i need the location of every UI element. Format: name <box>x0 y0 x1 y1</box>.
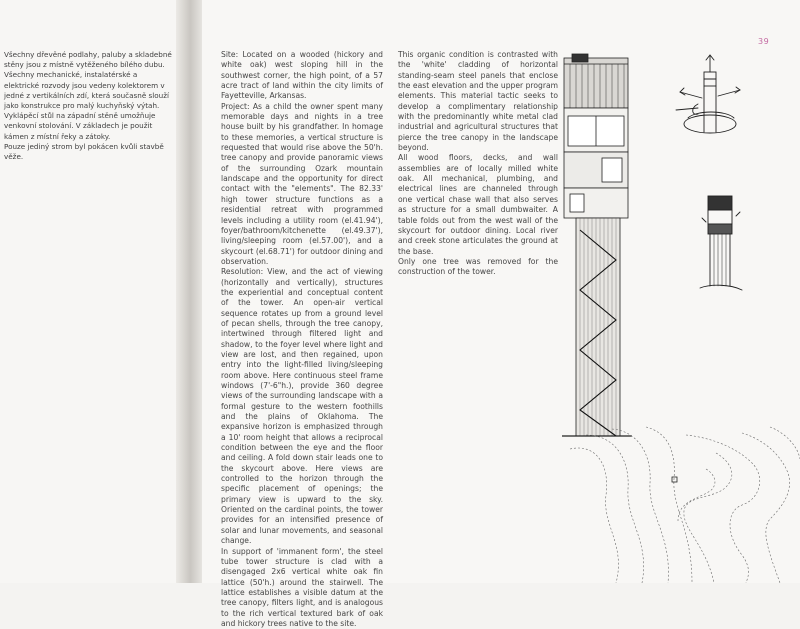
tower-elevation-drawing <box>562 50 632 440</box>
paragraph-cladding: This organic condition is contrasted with the 'white' cladding of horizontal standing-seam steel panels that enclose the east elevation and the upper program elements. This material tactic seeks to develop a complimentary relationship with the predominantly white metal clad industrial and agricultural structures that pierce the tree canopy in the landscape beyond. <box>398 50 558 153</box>
text-column-b <box>398 50 558 278</box>
paragraph-resolution: Resolution: View, and the act of viewing (horizontally and vertically), structures the experiential and conceptual content of the tower. An open-air vertical sequence rotates up from a ground level of pecan shells, through the tree canopy, intertwined through filtered light and shadow, to the foyer level where light and view are lost, and then regained, upon entry into the light-filled living/sleeping room above. Here continuous steel frame windows (7'-6"h.), provide 360 degree views of the surrounding landscape with a formal gesture to the western foothills and the plains of Oklahoma. The expansive horizon is emphasized through a 10' room height that allows a reciprocal condition between the eye and the floor and ceiling. A fold down stair leads one to the skycourt above. Here views are controlled to the horizon through the specific placement of openings; the primary view is upward to the sky. Oriented on the cardinal points, the tower provides for an intensified presence of solar and lunar movements, and seasonal change. <box>221 267 383 546</box>
czech-text-column <box>4 50 172 162</box>
concept-sketch <box>668 52 748 142</box>
text-column-a <box>221 50 383 629</box>
paragraph-structure: In support of 'immanent form', the steel tube tower structure is clad with a disengaged 2x6 vertical white oak fin lattice (50'h.) around the stairwell. The lattice establishes a visible datum at the tree canopy, filters light, and is analogous to the rich vertical textured bark of oak and hickory trees native to the site. <box>221 547 383 629</box>
paragraph-site: Site: Located on a wooded (hickory and white oak) west sloping hill in the southwest corner, the high point, of a 57 acre tract of land within the city limits of Fayetteville, Arkansas. <box>221 50 383 102</box>
paragraph-materials: All wood floors, decks, and wall assemblies are of locally milled white oak. All mechanical, plumbing, and electrical lines are channeled through one vertical chase wall that also serves as structure for a small dumbwaiter. A table folds out from the west wall of the skycourt for outdoor dining. Local river and creek stone articulates the ground at the base. <box>398 153 558 256</box>
tower-sketch <box>696 188 746 298</box>
topographic-site-plan <box>566 425 800 583</box>
paragraph-tree: Only one tree was removed for the construction of the tower. <box>398 257 558 278</box>
czech-paragraph: Pouze jediný strom byl pokácen kvůli stavbě věže. <box>4 142 172 162</box>
czech-paragraph: Všechny dřevěné podlahy, paluby a skladebné stěny jsou z místně vytěženého bílého dubu. Všechny mechanické, instalatérské a elektrické rozvody jsou vedeny kolektorem v jedné z vertikálních zdí, která současně slouží jako konstrukce pro malý kuchyňský výtah. Vyklápěcí stůl na západní stěně umožňuje venkovní stolování. V základech je použit kámen z místní řeky a zátoky. <box>4 50 172 142</box>
left-page <box>0 0 178 583</box>
page-number: 39 <box>758 37 769 46</box>
book-gutter <box>176 0 202 583</box>
paragraph-project: Project: As a child the owner spent many memorable days and nights in a tree house built by his grandfather. In homage to these memories, a vertical structure is requested that would rise above the 50'h. tree canopy and provide panoramic views of the surrounding Ozark mountain landscape and the opportunity for direct contact with the "elements". The 82.33' high tower structure functions as a residential retreat with programmed levels including a utility room (el.41.94'), foyer/bathroom/kitchenette (el.49.37'), living/sleeping room (el.57.00'), and a skycourt (el.68.71') for outdoor dining and observation. <box>221 102 383 268</box>
